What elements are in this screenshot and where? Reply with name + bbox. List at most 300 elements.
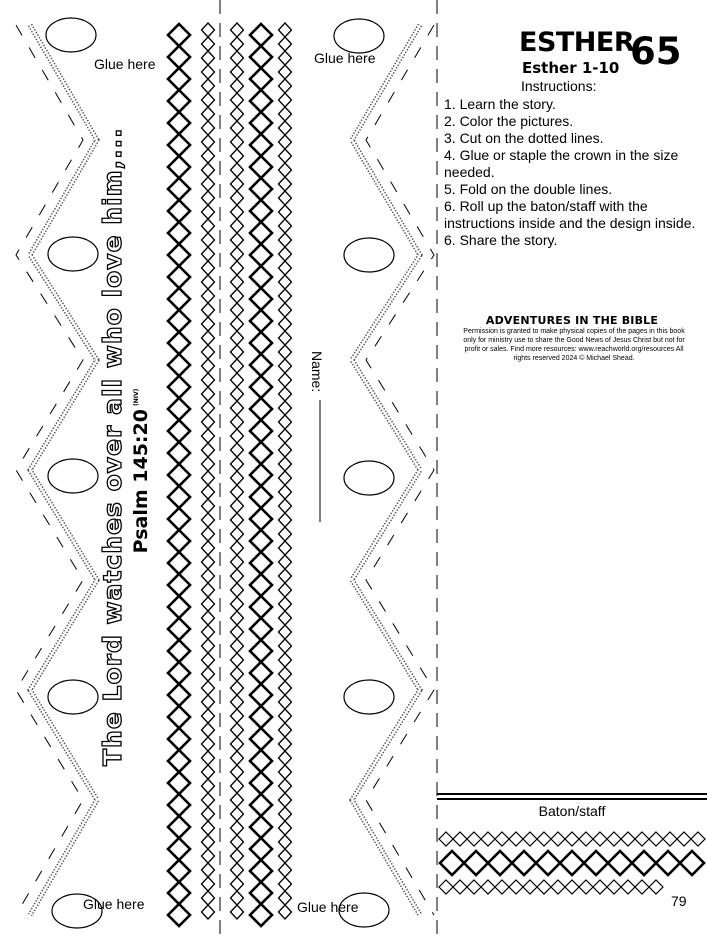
diamond-shape [202, 51, 215, 65]
diamond-shape [279, 79, 292, 93]
diamond-shape [168, 684, 190, 706]
diamond-shape [250, 464, 272, 486]
diamond-shape [168, 772, 190, 794]
diamond-shape [231, 639, 244, 653]
baton-diamond [677, 832, 691, 846]
diamond-shape [168, 552, 190, 574]
diamond-shape [250, 640, 272, 662]
diamond-shape [231, 191, 244, 205]
diamond-shape [279, 247, 292, 261]
diamond-shape [231, 681, 244, 695]
diamond-shape [231, 233, 244, 247]
diamond-shape [231, 821, 244, 835]
diamond-shape [168, 244, 190, 266]
diamond-shape [279, 821, 292, 835]
diamond-shape [231, 485, 244, 499]
page-subtitle: Esther 1-10 [522, 59, 620, 77]
baton-diamond [560, 851, 584, 875]
baton-diamond [488, 851, 512, 875]
diamond-shape [202, 177, 215, 191]
diamond-shape [168, 508, 190, 530]
diamond-shape [279, 695, 292, 709]
diamond-shape [279, 457, 292, 471]
diamond-shape [279, 611, 292, 625]
diamond-shape [202, 387, 215, 401]
diamond-shape [168, 134, 190, 156]
diamond-shape [279, 639, 292, 653]
diamond-shape [202, 317, 215, 331]
diamond-shape [202, 135, 215, 149]
diamond-shape [202, 233, 215, 247]
diamond-shape [250, 200, 272, 222]
diamond-shape [202, 583, 215, 597]
diamond-shape [231, 891, 244, 905]
baton-diamond [607, 832, 621, 846]
diamond-shape [250, 310, 272, 332]
diamond-shape [231, 807, 244, 821]
baton-diamond [635, 880, 649, 894]
diamond-shape [202, 289, 215, 303]
diamond-shape [231, 863, 244, 877]
diamond-shape [231, 415, 244, 429]
diamond-shape [202, 877, 215, 891]
diamond-shape [231, 107, 244, 121]
diamond-shape [168, 618, 190, 640]
diamond-shape [231, 401, 244, 415]
baton-diamond [537, 880, 551, 894]
diamond-shape [202, 905, 215, 919]
glue-oval [344, 238, 394, 272]
verse-version: (NIV) [133, 388, 140, 407]
baton-diamond [495, 832, 509, 846]
diamond-shape [231, 625, 244, 639]
diamond-shape [231, 499, 244, 513]
diamond-shape [202, 835, 215, 849]
diamond-shape [202, 275, 215, 289]
diamond-shape [279, 877, 292, 891]
diamond-shape [202, 625, 215, 639]
baton-diamond [691, 832, 705, 846]
diamond-shape [279, 261, 292, 275]
glue-oval [48, 680, 98, 714]
glue-oval [344, 680, 394, 714]
diamond-shape [168, 156, 190, 178]
diamond-shape [279, 597, 292, 611]
diamond-shape [250, 552, 272, 574]
diamond-shape [279, 667, 292, 681]
diamond-shape [231, 205, 244, 219]
diamond-shape [250, 244, 272, 266]
glue-label-top-right: Glue here [314, 50, 376, 66]
diamond-shape [231, 653, 244, 667]
diamond-shape [279, 849, 292, 863]
diamond-shape [231, 373, 244, 387]
diamond-shape [250, 728, 272, 750]
diamond-shape [168, 222, 190, 244]
instruction-item: 6. Share the story. [444, 232, 558, 248]
diamond-shape [168, 200, 190, 222]
diamond-shape [250, 376, 272, 398]
diamond-shape [231, 79, 244, 93]
name-label: Name: [309, 351, 325, 393]
diamond-shape [231, 247, 244, 261]
diamond-shape [250, 574, 272, 596]
diamond-shape [231, 695, 244, 709]
baton-diamond [579, 880, 593, 894]
diamond-shape [250, 508, 272, 530]
diamond-shape [279, 905, 292, 919]
baton-diamond [512, 851, 536, 875]
baton-diamond [608, 851, 632, 875]
diamond-shape [168, 288, 190, 310]
diamond-shape [231, 835, 244, 849]
diamond-shape [250, 398, 272, 420]
instruction-item: 5. Fold on the double lines. [444, 181, 613, 197]
baton-diamond [523, 832, 537, 846]
diamond-shape [231, 849, 244, 863]
diamond-shape [231, 429, 244, 443]
diamond-shape [231, 37, 244, 51]
verse-reference [130, 351, 152, 591]
diamond-shape [202, 191, 215, 205]
diamond-shape [202, 541, 215, 555]
diamond-shape [202, 429, 215, 443]
diamond-shape [231, 597, 244, 611]
diamond-shape [250, 838, 272, 860]
diamond-shape [168, 24, 190, 46]
diamond-shape [279, 891, 292, 905]
diamond-shape [231, 303, 244, 317]
memory-verse: The Lord watches over all who love him,... [98, 127, 127, 766]
diamond-shape [279, 93, 292, 107]
diamond-shape [202, 723, 215, 737]
series-title: ADVENTURES IN THE BIBLE [485, 314, 659, 327]
diamond-shape [231, 569, 244, 583]
diamond-shape [279, 765, 292, 779]
lesson-number: 65 [630, 30, 682, 73]
diamond-shape [250, 354, 272, 376]
diamond-shape [202, 331, 215, 345]
diamond-shape [231, 471, 244, 485]
diamond-shape [202, 415, 215, 429]
diamond-shape [231, 219, 244, 233]
instruction-item: 3. Cut on the dotted lines. [444, 130, 604, 146]
diamond-shape [231, 765, 244, 779]
diamond-shape [168, 706, 190, 728]
diamond-shape [250, 24, 272, 46]
diamond-shape [279, 37, 292, 51]
instructions-list [444, 96, 706, 249]
diamond-shape [168, 882, 190, 904]
diamond-shape [202, 667, 215, 681]
diamond-shape [250, 794, 272, 816]
baton-diamond [537, 832, 551, 846]
diamond-shape [202, 261, 215, 275]
diamond-shape [202, 555, 215, 569]
diamond-shape [231, 723, 244, 737]
diamond-shape [168, 112, 190, 134]
diamond-shape [250, 134, 272, 156]
diamond-shape [231, 359, 244, 373]
diamond-shape [250, 706, 272, 728]
diamond-shape [168, 266, 190, 288]
diamond-shape [279, 191, 292, 205]
diamond-shape [202, 513, 215, 527]
diamond-shape [202, 373, 215, 387]
diamond-shape [168, 794, 190, 816]
diamond-shape [231, 709, 244, 723]
diamond-shape [231, 135, 244, 149]
verse-reference-text: Psalm 145:20 [130, 409, 152, 554]
diamond-shape [231, 443, 244, 457]
diamond-shape [168, 838, 190, 860]
diamond-shape [202, 121, 215, 135]
baton-diamond [649, 832, 663, 846]
diamond-shape [279, 149, 292, 163]
baton-diamond [481, 880, 495, 894]
diamond-shape [231, 149, 244, 163]
diamond-shape [202, 485, 215, 499]
glue-oval [46, 18, 96, 52]
diamond-shape [279, 625, 292, 639]
diamond-shape [250, 442, 272, 464]
diamond-shape [279, 23, 292, 37]
diamond-shape [279, 205, 292, 219]
diamond-shape [202, 37, 215, 51]
diamond-shape [279, 513, 292, 527]
diamond-shape [231, 331, 244, 345]
diamond-shape [279, 835, 292, 849]
diamond-shape [202, 359, 215, 373]
diamond-shape [168, 486, 190, 508]
baton-diamond [635, 832, 649, 846]
instruction-item: 4. Glue or staple the crown in the size needed. [444, 147, 679, 180]
baton-diamond [467, 880, 481, 894]
diamond-shape [202, 709, 215, 723]
diamond-shape [202, 695, 215, 709]
diamond-shape [202, 849, 215, 863]
glue-label-bottom-right: Glue here [297, 899, 359, 915]
diamond-shape [168, 398, 190, 420]
glue-label-bottom-left: Glue here [83, 896, 145, 912]
baton-diamond [467, 832, 481, 846]
baton-diamond [621, 880, 635, 894]
baton-diamond [481, 832, 495, 846]
diamond-shape [279, 863, 292, 877]
diamond-shape [202, 65, 215, 79]
diamond-shape [202, 863, 215, 877]
diamond-shape [250, 816, 272, 838]
diamond-shape [202, 345, 215, 359]
diamond-shape [168, 904, 190, 926]
diamond-shape [279, 793, 292, 807]
diamond-shape [202, 807, 215, 821]
diamond-shape [279, 177, 292, 191]
baton-diamond [453, 832, 467, 846]
page-title: ESTHER [519, 27, 635, 58]
instruction-item: 1. Learn the story. [444, 96, 556, 112]
diamond-shape [279, 709, 292, 723]
diamond-shape [279, 499, 292, 513]
diamond-shape [231, 261, 244, 275]
diamond-shape [202, 471, 215, 485]
diamond-shape [168, 178, 190, 200]
diamond-shape [168, 596, 190, 618]
diamond-shape [250, 530, 272, 552]
diamond-shape [231, 163, 244, 177]
baton-diamond [509, 832, 523, 846]
diamond-shape [231, 457, 244, 471]
baton-diamond [440, 851, 464, 875]
baton-diamond [579, 832, 593, 846]
baton-diamond [632, 851, 656, 875]
baton-diamond [565, 880, 579, 894]
diamond-shape [231, 65, 244, 79]
diamond-shape [168, 332, 190, 354]
diamond-shape [279, 415, 292, 429]
diamond-shape [168, 420, 190, 442]
diamond-shape [168, 574, 190, 596]
diamond-shape [202, 653, 215, 667]
diamond-shape [279, 275, 292, 289]
diamond-shape [168, 464, 190, 486]
diamond-shape [231, 583, 244, 597]
diamond-shape [231, 541, 244, 555]
diamond-shape [279, 233, 292, 247]
baton-diamond [551, 880, 565, 894]
diamond-shape [250, 684, 272, 706]
baton-diamond [565, 832, 579, 846]
diamond-shape [202, 107, 215, 121]
diamond-shape [202, 149, 215, 163]
diamond-shape [202, 219, 215, 233]
diamond-shape [231, 51, 244, 65]
diamond-shape [250, 90, 272, 112]
diamond-shape [202, 737, 215, 751]
diamond-shape [231, 317, 244, 331]
diamond-shape [231, 751, 244, 765]
diamond-shape [202, 247, 215, 261]
baton-diamond [680, 851, 704, 875]
diamond-shape [202, 457, 215, 471]
baton-diamond [536, 851, 560, 875]
diamond-shape [168, 530, 190, 552]
diamond-shape [202, 303, 215, 317]
baton-diamond [593, 880, 607, 894]
diamond-shape [250, 750, 272, 772]
baton-diamond [551, 832, 565, 846]
diamond-shape [231, 667, 244, 681]
diamond-shape [168, 662, 190, 684]
baton-diamond [439, 832, 453, 846]
diamond-shape [202, 527, 215, 541]
baton-label: Baton/staff [538, 803, 606, 819]
diamond-shape [202, 765, 215, 779]
diamond-shape [250, 618, 272, 640]
instructions-heading: Instructions: [521, 78, 597, 94]
diamond-shape [250, 772, 272, 794]
baton-diamond [495, 880, 509, 894]
baton-diamond [584, 851, 608, 875]
diamond-shape [279, 541, 292, 555]
diamond-shape [202, 79, 215, 93]
diamond-shape [279, 555, 292, 569]
diamond-shape [168, 46, 190, 68]
diamond-shape [279, 359, 292, 373]
diamond-shape [168, 816, 190, 838]
diamond-shape [231, 23, 244, 37]
baton-diamond [593, 832, 607, 846]
diamond-shape [279, 527, 292, 541]
diamond-shape [279, 135, 292, 149]
diamond-shape [279, 107, 292, 121]
diamond-shape [279, 583, 292, 597]
diamond-shape [250, 112, 272, 134]
diamond-shape [279, 429, 292, 443]
diamond-shape [231, 877, 244, 891]
baton-diamond [439, 880, 453, 894]
glue-oval [344, 461, 394, 495]
diamond-shape [279, 485, 292, 499]
diamond-shape [231, 93, 244, 107]
diamond-shape [231, 275, 244, 289]
diamond-shape [250, 332, 272, 354]
diamond-shape [250, 860, 272, 882]
diamond-shape [250, 904, 272, 926]
baton-diamond [509, 880, 523, 894]
baton-diamond-pattern [439, 832, 705, 894]
baton-diamond [649, 880, 663, 894]
diamond-shape [279, 807, 292, 821]
diamond-shape [202, 751, 215, 765]
diamond-shape [279, 345, 292, 359]
diamond-shape [231, 527, 244, 541]
diamond-shape [250, 178, 272, 200]
diamond-shape [279, 51, 292, 65]
diamond-shape [279, 471, 292, 485]
diamond-shape [168, 640, 190, 662]
baton-diamond [523, 880, 537, 894]
instruction-item: 6. Roll up the baton/staff with the instructions inside and the design inside. [444, 198, 696, 231]
glue-oval [334, 19, 384, 53]
diamond-shape [279, 569, 292, 583]
diamond-shape [279, 303, 292, 317]
diamond-shape [231, 737, 244, 751]
diamond-shape [168, 310, 190, 332]
diamond-shape [279, 653, 292, 667]
diamond-shape [202, 779, 215, 793]
diamond-shape [250, 486, 272, 508]
diamond-shape [279, 401, 292, 415]
diamond-shape [279, 289, 292, 303]
baton-diamond [453, 880, 467, 894]
diamond-shape [250, 68, 272, 90]
diamond-shape [231, 289, 244, 303]
diamond-shape [279, 737, 292, 751]
glue-oval [48, 459, 98, 493]
diamond-shape [279, 65, 292, 79]
diamond-shape [250, 266, 272, 288]
diamond-borders [168, 0, 292, 936]
diamond-shape [231, 905, 244, 919]
diamond-shape [231, 121, 244, 135]
diamond-shape [250, 288, 272, 310]
diamond-shape [202, 639, 215, 653]
diamond-shape [279, 751, 292, 765]
diamond-shape [231, 345, 244, 359]
diamond-shape [250, 420, 272, 442]
page-number: 79 [671, 893, 687, 909]
